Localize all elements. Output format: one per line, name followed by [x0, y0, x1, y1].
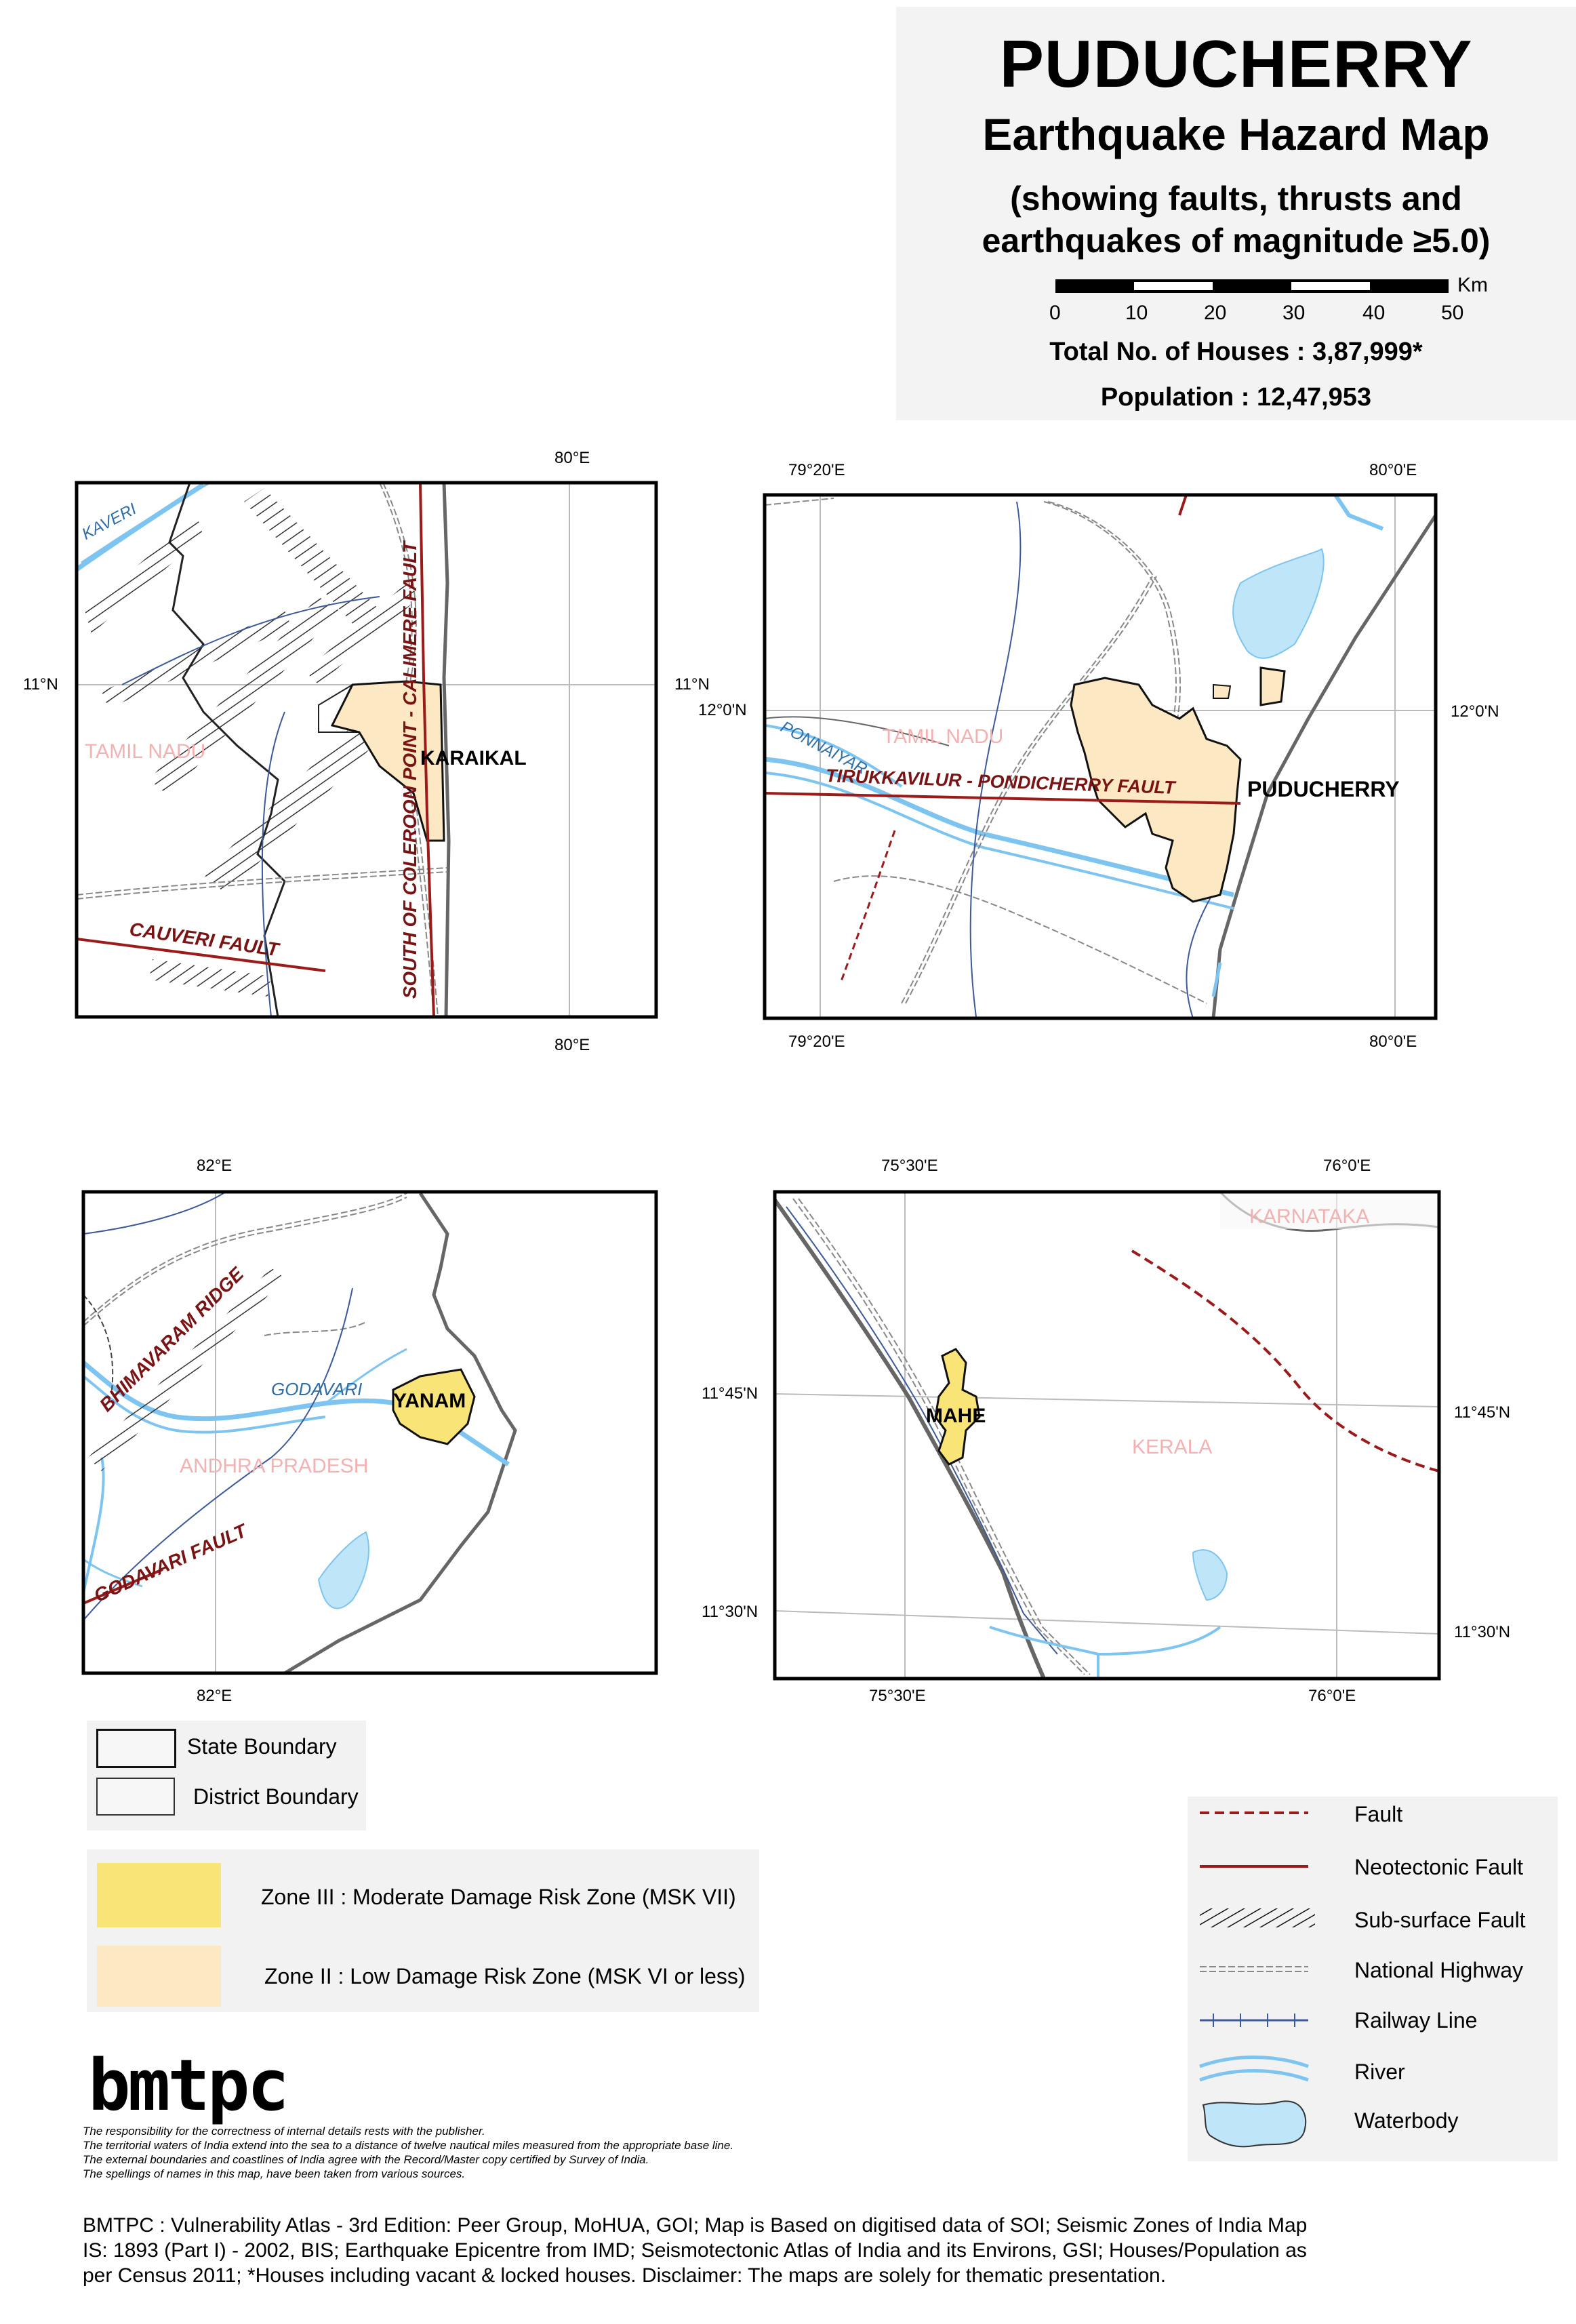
railway-swatch — [1200, 2014, 1308, 2027]
andhra-pradesh-label: ANDHRA PRADESH — [180, 1455, 369, 1477]
mahe-lon-bottom-right: 76°0'E — [1308, 1687, 1356, 1705]
cauveri-fault-label: CAUVERI FAULT — [127, 918, 281, 961]
sub-surface-fault-label: Sub-surface Fault — [1354, 1908, 1526, 1932]
tamil-nadu-label-1: TAMIL NADU — [85, 740, 206, 763]
scale-tick-40: 40 — [1362, 302, 1386, 324]
river-swatch — [1200, 2058, 1308, 2081]
district-boundary-swatch — [96, 1778, 175, 1816]
pud-lat-left: 12°0'N — [698, 701, 747, 719]
zone3-label: Zone III : Moderate Damage Risk Zone (MSK VII) — [261, 1885, 736, 1909]
map-subtitle: Earthquake Hazard Map — [982, 109, 1490, 159]
yanam-label: YANAM — [393, 1390, 466, 1412]
disclaimer-line: The territorial waters of India extend into the sea to a distance of twelve nautical miles measured from the appropriate base line. — [83, 2139, 734, 2152]
waterbody-swatch — [1203, 2101, 1306, 2146]
symbol-legend-swatches — [1193, 1797, 1315, 2161]
scale-tick-10: 10 — [1125, 302, 1148, 324]
pud-lon-bottom-right: 80°0'E — [1369, 1033, 1417, 1051]
mahe-lon-top-right: 76°0'E — [1323, 1157, 1371, 1175]
mahe-lat-right-1: 11°45'N — [1454, 1403, 1511, 1422]
disclaimer-line: The external boundaries and coastlines of India agree with the Record/Master copy certified by Survey of India. — [83, 2153, 649, 2166]
zone2-label: Zone II : Low Damage Risk Zone (MSK VI or less) — [264, 1964, 746, 1988]
sub-surface-fault-swatch — [1200, 1908, 1315, 1927]
fault-label: Fault — [1354, 1802, 1403, 1826]
karnataka-label: KARNATAKA — [1249, 1205, 1370, 1228]
godavari-fault-label: GODAVARI FAULT — [90, 1520, 250, 1607]
ponnaiyar-label: PONNAIYAR — [777, 717, 870, 779]
puducherry-map — [765, 495, 1436, 1018]
mahe-map — [775, 1192, 1439, 1679]
zone2-swatch — [97, 1946, 221, 2007]
description-line-2: earthquakes of magnitude ≥5.0) — [982, 222, 1491, 260]
highway-swatch — [1200, 1967, 1308, 1971]
pud-lon-bottom-left: 79°20'E — [788, 1033, 845, 1051]
map-title: PUDUCHERRY — [999, 26, 1473, 101]
pud-lon-top-left: 79°20'E — [788, 461, 845, 479]
godavari-river-label: GODAVARI — [271, 1379, 363, 1399]
railway-line-label: Railway Line — [1354, 2008, 1478, 2032]
zone3-swatch — [97, 1863, 221, 1927]
yanam-map — [83, 1192, 515, 1673]
karaikal-lat-right: 11°N — [674, 675, 710, 694]
houses-count: Total No. of Houses : 3,87,999* — [1049, 338, 1423, 366]
puducherry-label: PUDUCHERRY — [1247, 777, 1400, 801]
neotectonic-fault-label: Neotectonic Fault — [1354, 1855, 1524, 1879]
mahe-lat-right-2: 11°30'N — [1454, 1623, 1511, 1641]
bmtpc-logo: bmtpc — [88, 2044, 287, 2127]
scale-unit: Km — [1457, 274, 1488, 296]
river-label: River — [1354, 2060, 1405, 2084]
yanam-lon-top: 82°E — [197, 1157, 233, 1175]
kaveri-label: KAVERI — [79, 500, 140, 544]
tirukkavilur-fault-label: TIRUKKAVILUR - PONDICHERRY FAULT — [825, 765, 1175, 798]
mahe-lon-bottom-left: 75°30'E — [869, 1687, 926, 1705]
credits — [83, 2213, 1547, 2288]
pud-lon-top-right: 80°0'E — [1369, 461, 1417, 479]
description-line-1: (showing faults, thrusts and — [1010, 180, 1462, 218]
disclaimer-line: The spellings of names in this map, have been taken from various sources. — [83, 2167, 466, 2180]
karaikal-lon-top: 80°E — [554, 449, 590, 467]
karaikal-label: KARAIKAL — [420, 747, 527, 769]
karaikal-lat-left: 11°N — [23, 675, 58, 694]
mahe-lon-top-left: 75°30'E — [881, 1157, 938, 1175]
pud-lat-right: 12°0'N — [1451, 702, 1499, 721]
yanam-lon-bottom: 82°E — [197, 1687, 233, 1705]
mahe-lat-left-1: 11°45'N — [702, 1384, 759, 1403]
kerala-label: KERALA — [1132, 1436, 1213, 1458]
bhimavaram-ridge-label: BHIMAVARAM RIDGE — [95, 1263, 248, 1416]
mahe-lat-left-2: 11°30'N — [702, 1603, 759, 1621]
mahe-frame — [775, 1192, 1439, 1679]
mahe-label: MAHE — [926, 1405, 986, 1427]
disclaimer — [83, 2124, 733, 2181]
tamil-nadu-label-2: TAMIL NADU — [883, 725, 1004, 748]
coleroon-fault-label: SOUTH OF COLEROON POINT - CALIMERE FAULT — [399, 541, 420, 999]
credits-line: per Census 2011; *Houses including vacant & locked houses. Disclaimer: The maps are solely for thematic presentation. — [83, 2264, 1167, 2287]
disclaimer-line: The responsibility for the correctness of internal details rests with the publisher. — [83, 2125, 485, 2138]
karaikal-lon-bottom: 80°E — [554, 1036, 590, 1054]
credits-line: IS: 1893 (Part I) - 2002, BIS; Earthquake Epicentre from IMD; Seismotectonic Atlas of India and its Environs, GSI; Houses/Population as — [83, 2239, 1307, 2262]
scale-tick-50: 50 — [1441, 302, 1464, 324]
state-boundary-swatch — [96, 1729, 176, 1768]
population-count: Population : 12,47,953 — [1100, 383, 1372, 412]
waterbody-label: Waterbody — [1354, 2108, 1459, 2133]
scale-tick-30: 30 — [1282, 302, 1306, 324]
national-highway-label: National Highway — [1354, 1958, 1524, 1982]
district-boundary-label: District Boundary — [193, 1784, 359, 1809]
credits-line: BMTPC : Vulnerability Atlas - 3rd Edition: Peer Group, MoHUA, GOI; Map is Based on digitised data of SOI; Seismic Zones of India Map — [83, 2214, 1308, 2237]
scale-tick-0: 0 — [1049, 302, 1061, 324]
scale-tick-20: 20 — [1204, 302, 1227, 324]
state-boundary-label: State Boundary — [187, 1734, 337, 1759]
